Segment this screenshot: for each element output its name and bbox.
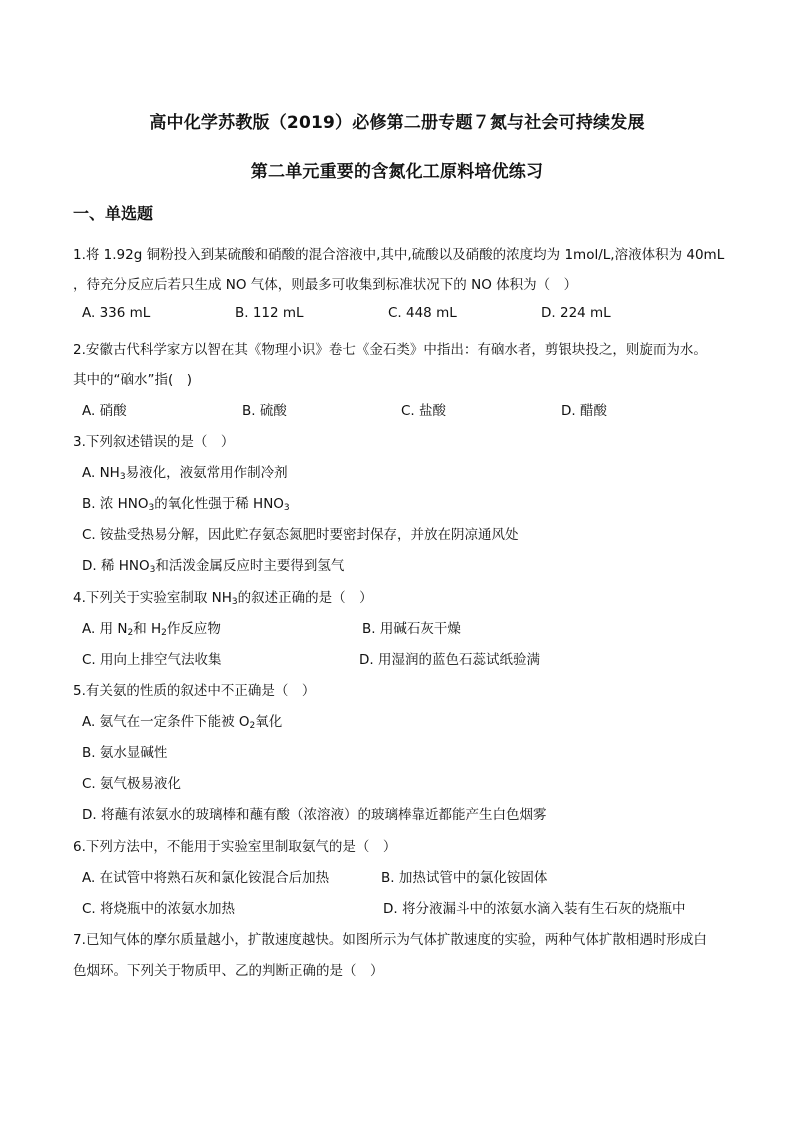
question-5-option-c: C. 氨气极易液化 — [82, 776, 182, 792]
question-1-stem-line2: ，待充分反应后若只生成 NO 气体，则最多可收集到标准状况下的 NO 体积为（ ） — [73, 277, 578, 293]
question-3-option-b: B. 浓 $HNO_3$的氧化性强于稀 $HNO_3$ — [82, 496, 290, 513]
question-7-stem-line2: 色烟环。下列关于物质甲、乙的判断正确的是（ ） — [73, 963, 384, 979]
question-3-option-c: C. 铵盐受热易分解，因此贮存氨态氮肥时要密封保存，并放在阴凉通风处 — [82, 527, 519, 543]
worksheet-subtitle: 第二单元重要的含氮化工原料培优练习 — [250, 162, 544, 182]
question-1-option-d: D. 224 mL — [541, 305, 611, 321]
question-4-option-d: D. 用湿润的蓝色石蕊试纸验满 — [359, 652, 540, 668]
question-2-option-d: D. 醋酸 — [561, 403, 607, 419]
question-1-option-a: A. 336 mL — [82, 305, 151, 321]
question-4-stem: 4.下列关于实验室制取 $NH_3$的叙述正确的是（ ） — [73, 590, 373, 607]
question-5-option-a: A. 氨气在一定条件下能被 $O_2$氧化 — [82, 714, 283, 731]
question-4-option-b: B. 用碱石灰干燥 — [362, 621, 461, 637]
question-2-option-a: A. 硝酸 — [82, 403, 127, 419]
question-6-option-b: B. 加热试管中的氯化铵固体 — [381, 870, 548, 886]
question-3-option-a: A. $NH_3$易液化，液氨常用作制冷剂 — [82, 465, 288, 482]
question-6-option-a: A. 在试管中将熟石灰和氯化铵混合后加热 — [82, 870, 330, 886]
worksheet-title: 高中化学苏教版（2019）必修第二册专题７氮与社会可持续发展 — [149, 113, 645, 133]
section-heading: 一、单选题 — [73, 204, 154, 223]
question-5-stem: 5.有关氨的性质的叙述中不正确是（ ） — [73, 683, 316, 699]
question-2-stem-line2: 其中的“硇水”指( ) — [73, 372, 193, 388]
question-5-option-b: B. 氨水显碱性 — [82, 745, 168, 761]
question-3-option-d: D. 稀 $HNO_3$和活泼金属反应时主要得到氢气 — [82, 558, 345, 575]
question-2-option-c: C. 盐酸 — [401, 403, 447, 419]
question-1-option-b: B. 112 mL — [235, 305, 304, 321]
question-4-option-c: C. 用向上排空气法收集 — [82, 652, 222, 668]
question-1-option-c: C. 448 mL — [388, 305, 457, 321]
question-2-stem-line1: 2.安徽古代科学家方以智在其《物理小识》卷七《金石类》中指出：有硇水者，剪银块投之，则旋而为水。 — [73, 342, 707, 358]
question-6-stem: 6.下列方法中，不能用于实验室里制取氨气的是（ ） — [73, 839, 397, 855]
question-2-option-b: B. 硫酸 — [242, 403, 287, 419]
question-6-option-d: D. 将分液漏斗中的浓氨水滴入装有生石灰的烧瓶中 — [383, 901, 686, 917]
question-6-option-c: C. 将烧瓶中的浓氨水加热 — [82, 901, 236, 917]
question-1-stem-line1: 1.将 1.92g 铜粉投入到某硫酸和硝酸的混合溶液中,其中,硫酸以及硝酸的浓度均为 1mol/L,溶液体积为 40mL — [73, 247, 725, 263]
question-4-option-a: A. 用 $N_2$和 $H_2$作反应物 — [82, 621, 221, 638]
question-7-stem-line1: 7.已知气体的摩尔质量越小，扩散速度越快。如图所示为气体扩散速度的实验，两种气体扩散相遇时形成白 — [73, 932, 707, 948]
question-3-stem: 3.下列叙述错误的是（ ） — [73, 434, 235, 450]
question-5-option-d: D. 将蘸有浓氨水的玻璃棒和蘸有酸（浓溶液）的玻璃棒靠近都能产生白色烟雾 — [82, 807, 547, 823]
